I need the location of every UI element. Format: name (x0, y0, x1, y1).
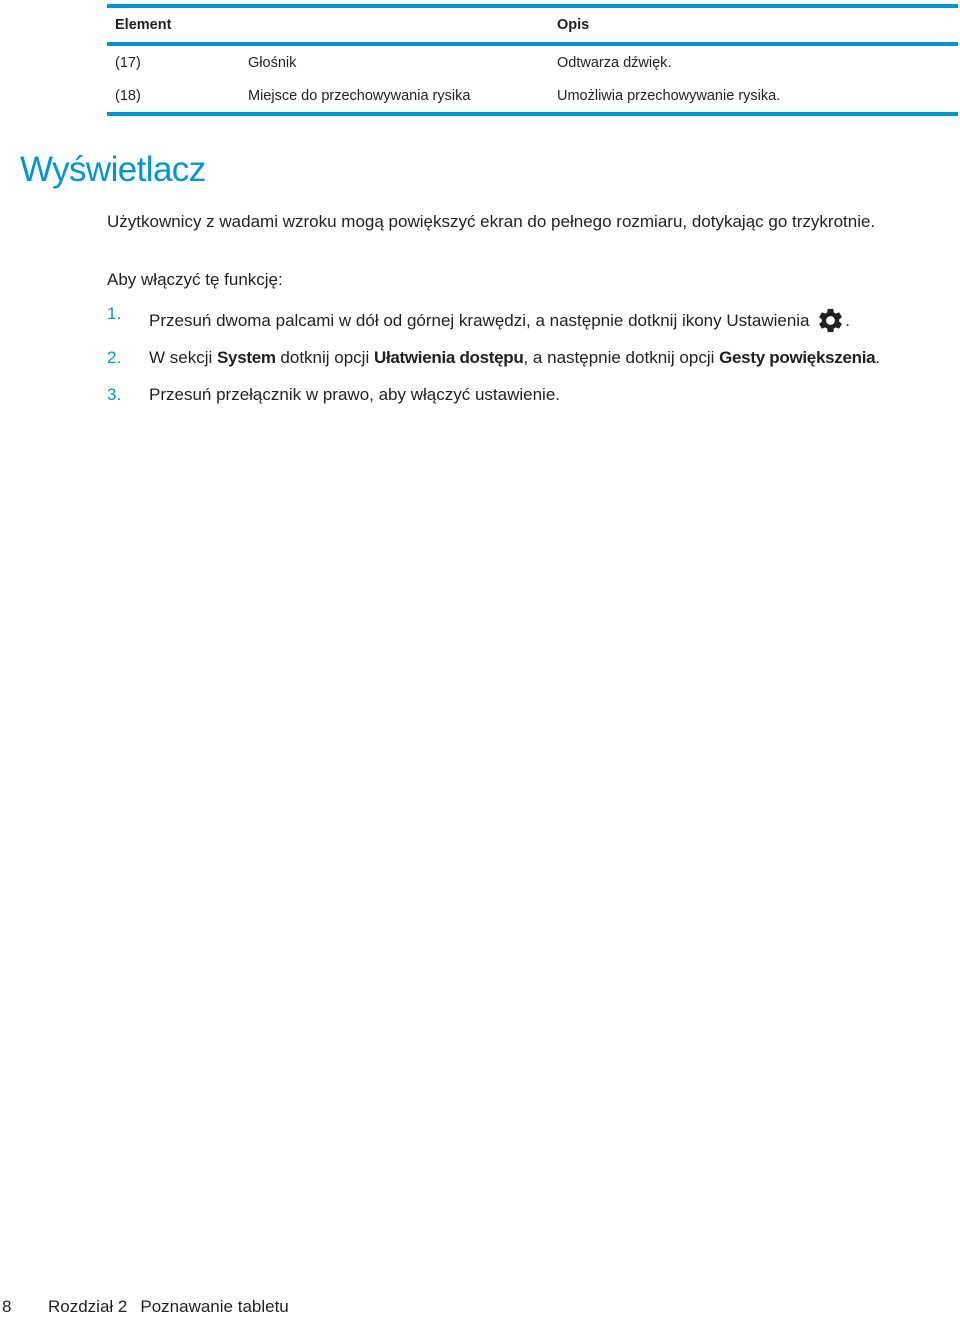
step-item (107, 346, 880, 369)
step-number: 3. (107, 385, 122, 404)
ui-term-magnification-gestures: Gesty powiększenia (719, 348, 876, 367)
settings-gear-icon (816, 306, 845, 335)
ui-term-system: System (217, 348, 276, 367)
step-text: W sekcji (149, 348, 217, 367)
table-header-row (107, 8, 958, 44)
step-item (107, 306, 880, 329)
page-number: 8 (2, 1297, 12, 1316)
row-id: (17) (115, 54, 141, 71)
row-description: Odtwarza dźwięk. (557, 54, 672, 71)
step-text: , a następnie dotknij opcji (523, 348, 720, 367)
table-row (107, 79, 958, 114)
chapter-title: Poznawanie tabletu (140, 1297, 289, 1316)
column-header-element: Element (107, 8, 549, 44)
step-text-end: . (875, 348, 881, 367)
row-description: Umożliwia przechowywanie rysika. (549, 79, 958, 114)
intro-paragraph: Użytkownicy z wadami wzroku mogą powiększyć ekran do pełnego rozmiaru, dotykając go trzykrotnie. (107, 212, 876, 231)
section-title: Wyświetlacz (20, 150, 206, 189)
step-item (107, 383, 880, 406)
table-row (107, 44, 958, 79)
row-name: Miejsce do przechowywania rysika (240, 79, 549, 114)
step-number: 1. (107, 304, 122, 323)
step-text-end: . (845, 311, 850, 330)
row-name: Głośnik (248, 54, 297, 71)
steps-list (107, 306, 880, 406)
step-text: dotknij opcji (275, 348, 374, 367)
step-number: 2. (107, 348, 122, 367)
components-table (107, 4, 958, 116)
chapter-label: Rozdział 2 (48, 1297, 128, 1316)
step-text: Przesuń dwoma palcami w dół od górnej krawędzi, a następnie dotknij ikony Ustawienia (149, 311, 810, 330)
steps-lead: Aby włączyć tę funkcję: (107, 270, 283, 289)
step-text: Przesuń przełącznik w prawo, aby włączyć ustawienie. (149, 385, 561, 404)
column-header-description: Opis (549, 8, 958, 44)
page-footer (0, 1296, 289, 1318)
row-id: (18) (107, 79, 240, 114)
ui-term-accessibility: Ułatwienia dostępu (373, 348, 524, 367)
